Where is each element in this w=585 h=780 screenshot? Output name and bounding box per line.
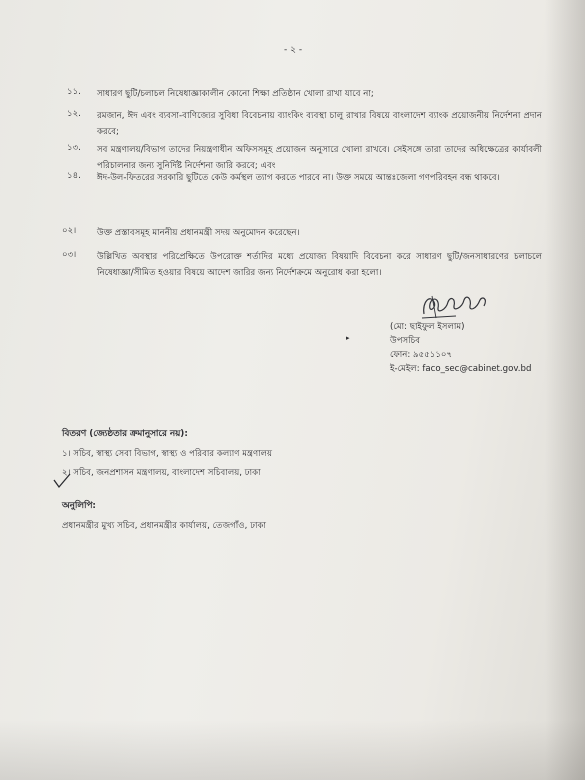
item-text: সব মন্ত্রণালয়/বিভাগ তাদের নিয়ন্ত্রণাধীন অফিসসমূহ প্রয়োজন অনুসারে খোলা রাখবে। সেইসঙ্গে তারা তাদের অধিক্ষেত্রের কার্যাবলী পরিচালনার জন্য সুনির্দিষ্ট নির্দেশনা জারি করবে; এবং — [97, 145, 542, 171]
item-text: সাধারণ ছুটি/চলাচল নিষেধাজ্ঞাকালীন কোনো শিক্ষা প্রতিষ্ঠান খোলা রাখা যাবে না; — [97, 89, 374, 99]
paragraph-text: উল্লিখিত অবস্থার পরিপ্রেক্ষিতে উপরোক্ত শর্তাদির মধ্যে প্রযোজ্য বিষয়াদি বিবেচনা করে সাধারণ ছুটি/জনসাধারণের চলাচলে নিষেধাজ্ঞা/সীমিত হওয়ার বিষয়ে আদেশ জারির জন্য নির্দেশক্রমে অনুরোধ করা হলো। — [97, 252, 542, 278]
handwritten-tick-mark — [52, 472, 72, 494]
item-number: ১২. — [67, 109, 81, 119]
signatory-email: ই-মেইল: faco_sec@cabinet.gov.bd — [390, 364, 532, 374]
paragraph-text: উক্ত প্রস্তাবসমূহ মাননীয় প্রধানমন্ত্রী সদয় অনুমোদন করেছেন। — [97, 228, 300, 238]
distribution-entry: ১। সচিব, স্বাস্থ্য সেবা বিভাগ, স্বাস্থ্য ও পরিবার কল্যাণ মন্ত্রণালয় — [62, 449, 273, 459]
copy-entry: প্রধানমন্ত্রীর মুখ্য সচিব, প্রধানমন্ত্রীর কার্যালয়, তেজগাঁও, ঢাকা — [62, 521, 266, 531]
page-shadow-bottom — [0, 720, 585, 780]
paragraph-number: ০২। — [62, 226, 77, 236]
paragraph-number: ০৩। — [62, 250, 77, 260]
item-number: ১৩. — [67, 143, 81, 153]
distribution-heading: বিতরণ (জ্যেষ্ঠতার ক্রমানুসারে নয়): — [62, 429, 188, 439]
page-number: - ২ - — [284, 45, 303, 55]
item-text: রমজান, ঈদ এবং ব্যবসা-বাণিজ্যের সুবিধা বিবেচনায় ব্যাংকিং ব্যবস্থা চালু রাখার বিষয়ে বাংলাদেশ ব্যাংক প্রয়োজনীয় নির্দেশনা প্রদান করবে; — [97, 111, 542, 137]
signatory-name: (মো: ছাইফুল ইসলাম) — [390, 322, 465, 332]
signatory-phone: ফোন: ৯৫৫১১০৭ — [390, 350, 453, 360]
signatory-block — [390, 320, 532, 376]
item-number: ১১. — [67, 87, 81, 97]
distribution-entry: ২। সচিব, জনপ্রশাসন মন্ত্রণালয়, বাংলাদেশ সচিবালয়, ঢাকা — [62, 468, 261, 478]
signatory-designation: উপসচিব — [390, 336, 421, 346]
page-shadow — [545, 0, 585, 780]
item-number: ১৪. — [67, 171, 81, 181]
item-text: ঈদ-উল-ফিতরের সরকারি ছুটিতে কেউ কর্মস্থল ত্যাগ করতে পারবে না। উক্ত সময়ে আন্তঃজেলা গণপরিবহন বন্ধ থাকবে। — [97, 173, 500, 183]
stray-mark: ▸ — [346, 334, 350, 342]
copy-heading: অনুলিপি: — [62, 501, 96, 511]
